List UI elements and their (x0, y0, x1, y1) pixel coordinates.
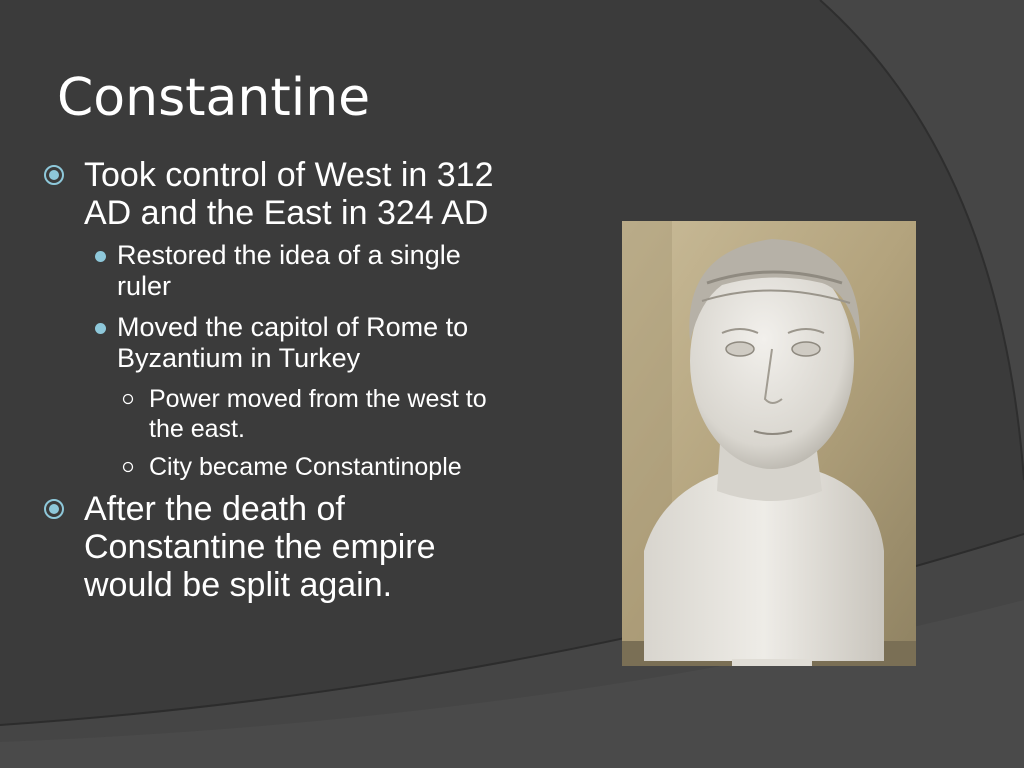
dot-bullet-icon (95, 251, 106, 262)
bullet-text: Took control of West in 312 AD and the East in 324 AD (84, 156, 494, 232)
slide-title: Constantine (57, 68, 371, 128)
bullet-text: Restored the idea of a single ruler (117, 240, 461, 301)
bullet-level1 (40, 156, 510, 232)
portrait-bust-image (622, 221, 916, 666)
bullet-level3 (40, 452, 510, 482)
bullet-text: City became Constantinople (149, 453, 462, 481)
target-bullet-icon (43, 164, 65, 186)
bullet-level2 (40, 240, 510, 302)
ring-bullet-icon (122, 393, 134, 405)
bullet-text: Power moved from the west to the east. (149, 385, 487, 443)
dot-bullet-icon (95, 323, 106, 334)
bullet-level2 (40, 312, 510, 374)
bullet-text: Moved the capitol of Rome to Byzantium in Turkey (117, 312, 469, 373)
target-bullet-icon (43, 498, 65, 520)
bullet-text: After the death of Constantine the empire would be split again. (84, 490, 436, 604)
bullet-level3 (40, 384, 510, 444)
ring-bullet-icon (122, 461, 134, 473)
bullet-level1 (40, 490, 510, 604)
bullet-list (40, 156, 510, 612)
